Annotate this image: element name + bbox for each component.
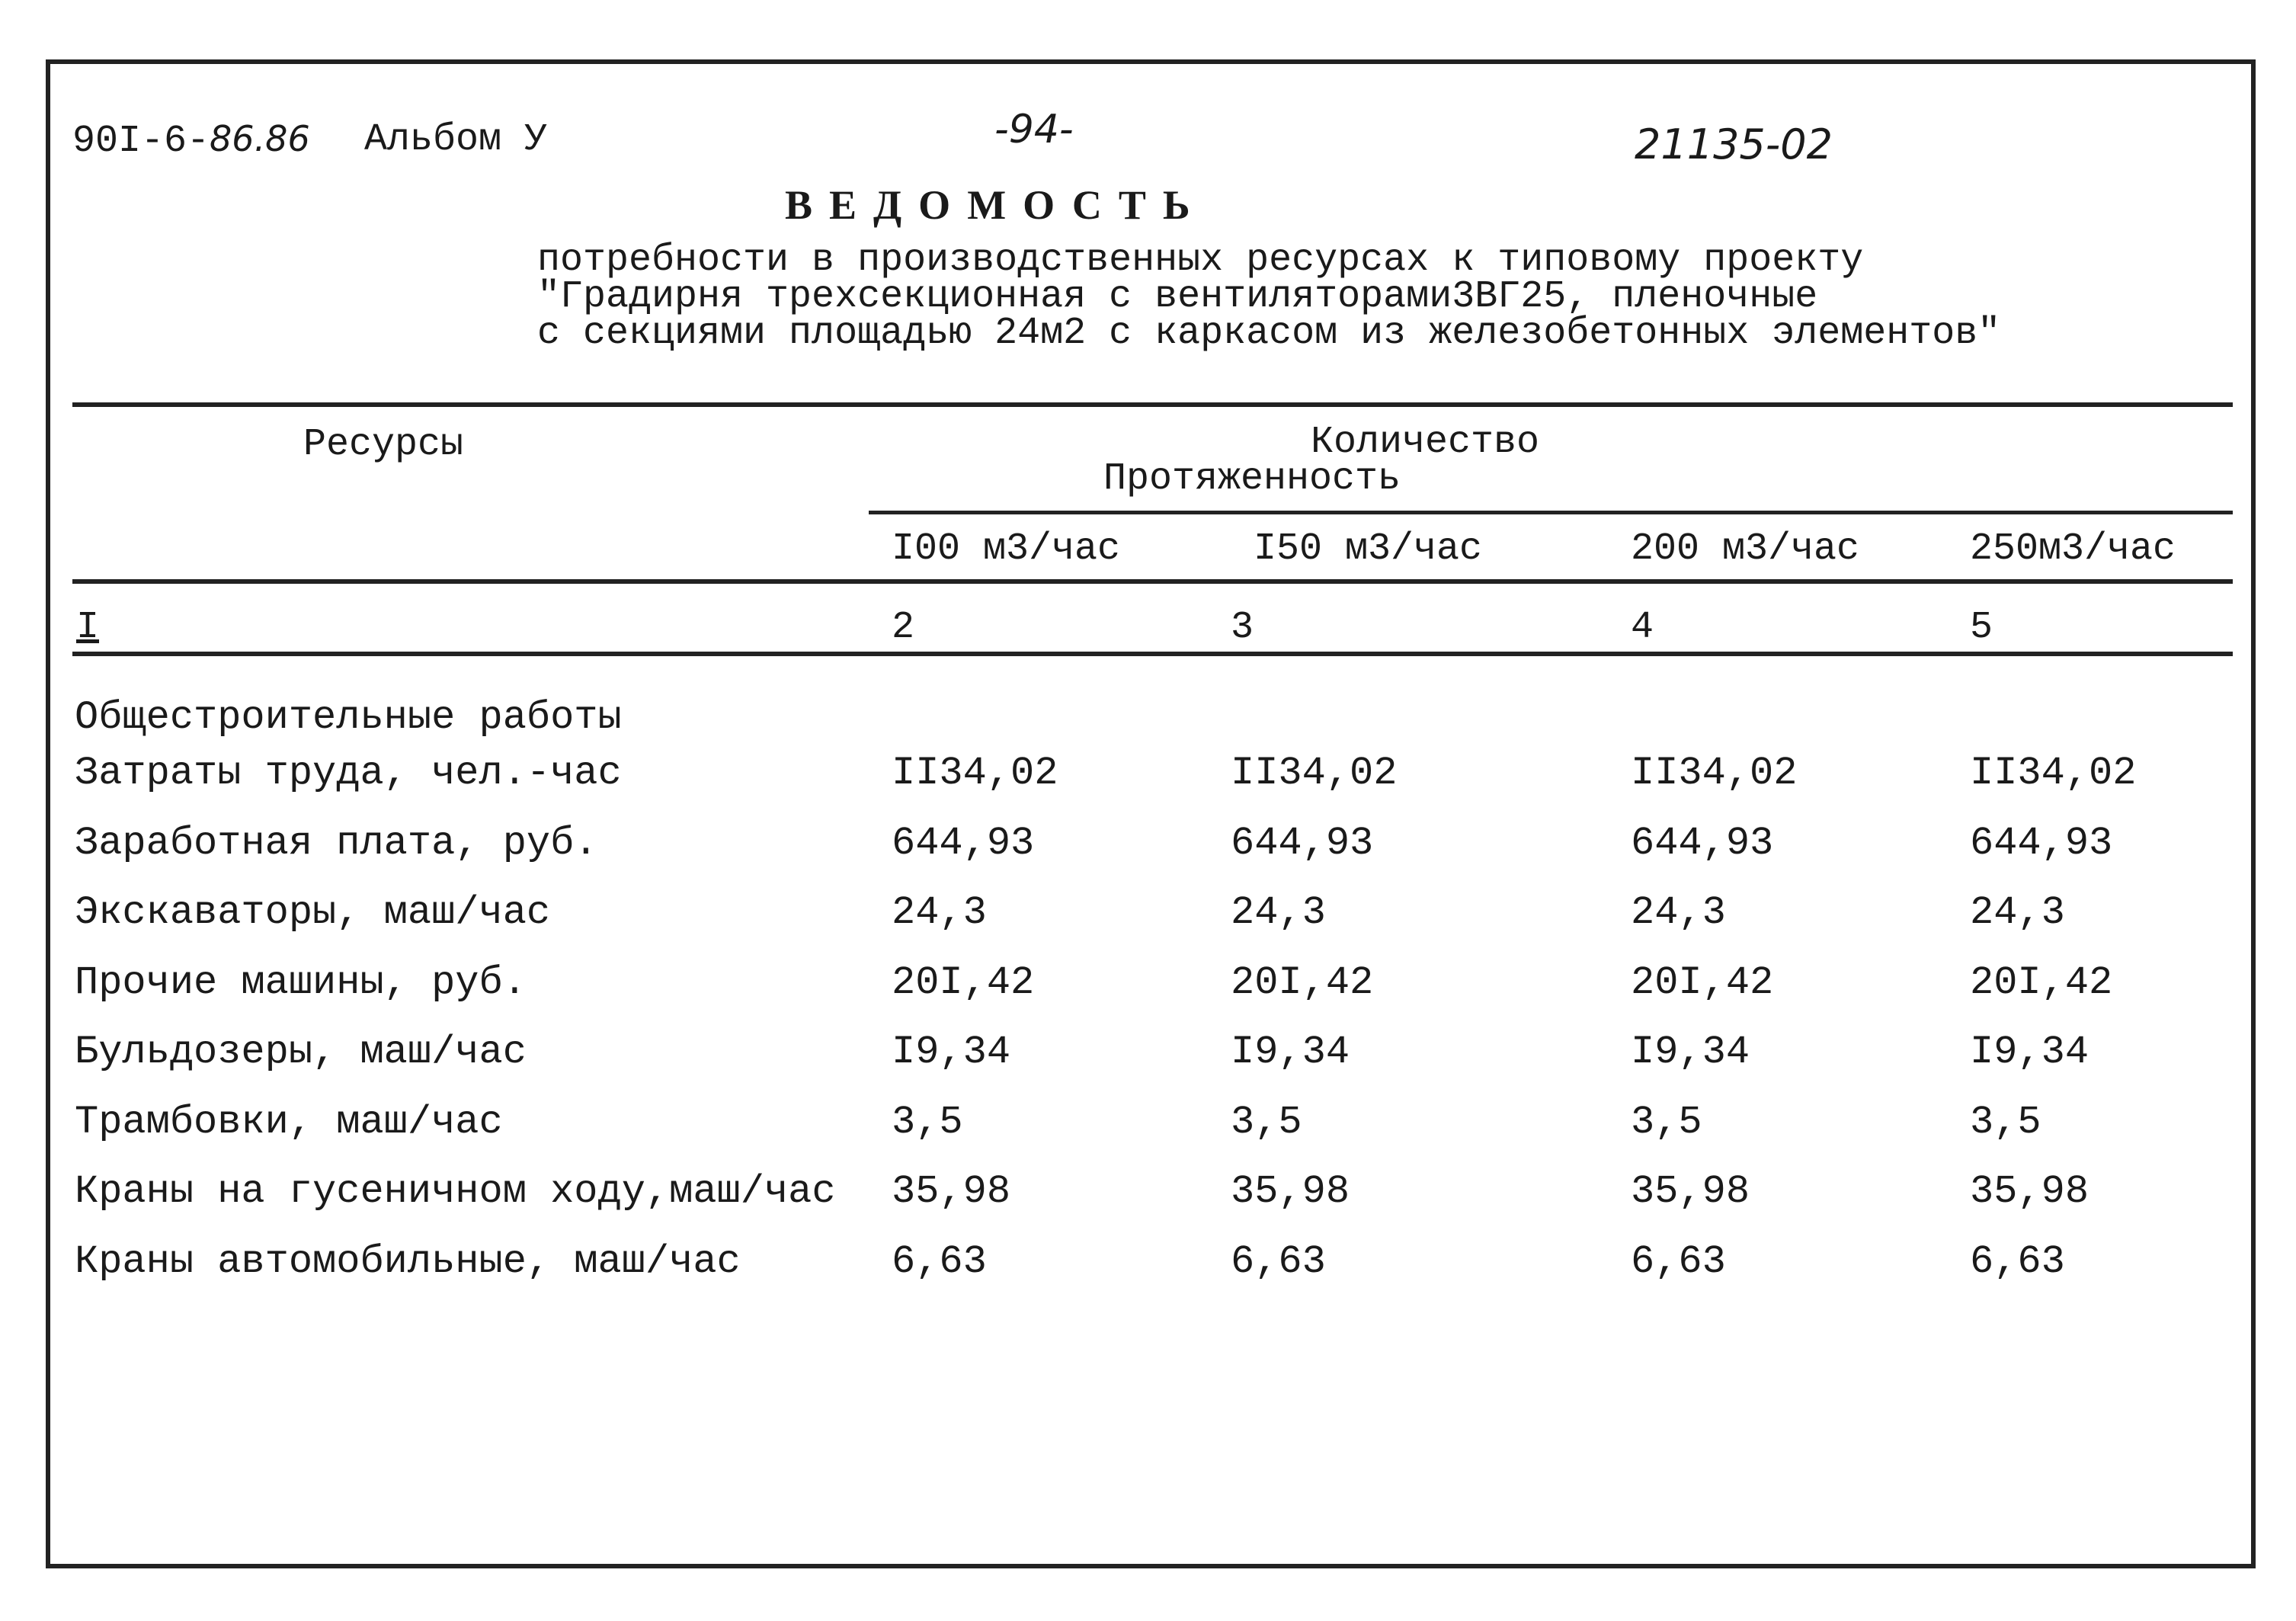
group-header-rule (869, 511, 2233, 514)
row-value-col-4: I9,34 (1631, 1030, 1750, 1075)
row-resource-name: Бульдозеры, маш/час (75, 1030, 527, 1075)
row-value-col-2: 644,93 (892, 821, 1035, 866)
row-value-col-2: 6,63 (892, 1239, 987, 1284)
column-header-150: I50 м3/час (1254, 527, 1483, 571)
column-number-2: 2 (892, 606, 915, 649)
resources-header: Ресурсы (303, 423, 464, 466)
row-value-col-4: 24,3 (1631, 890, 1726, 935)
row-value-col-3: 35,98 (1231, 1169, 1350, 1214)
row-value-col-3: 644,93 (1231, 821, 1374, 866)
row-value-col-2: 35,98 (892, 1169, 1011, 1214)
section-title: Общестроительные работы (75, 695, 622, 740)
row-value-col-4: 3,5 (1631, 1100, 1702, 1145)
row-value-col-3: II34,02 (1231, 751, 1398, 796)
row-resource-name: Заработная плата, руб. (75, 821, 598, 866)
row-resource-name: Краны автомобильные, маш/час (75, 1239, 741, 1284)
column-header-100: I00 м3/час (892, 527, 1121, 571)
column-header-200: 200 м3/час (1631, 527, 1860, 571)
row-value-col-5: 24,3 (1970, 890, 2065, 935)
row-resource-name: Экскаваторы, маш/час (75, 890, 551, 935)
row-value-col-4: 644,93 (1631, 821, 1774, 866)
row-resource-name: Прочие машины, руб. (75, 960, 527, 1005)
row-value-col-3: 24,3 (1231, 890, 1326, 935)
row-value-col-2: 24,3 (892, 890, 987, 935)
table-top-rule (72, 402, 2233, 407)
column-number-3: 3 (1231, 606, 1254, 649)
row-value-col-5: I9,34 (1970, 1030, 2089, 1075)
row-value-col-2: 3,5 (892, 1100, 963, 1145)
document-number: 21135-02 (1635, 120, 1833, 168)
row-resource-name: Краны на гусеничном ходу,маш/час (75, 1169, 836, 1214)
document-code-handwritten: 86.86 (210, 118, 310, 159)
row-value-col-3: 6,63 (1231, 1239, 1326, 1284)
row-value-col-5: 644,93 (1970, 821, 2113, 866)
column-number-5: 5 (1970, 606, 1993, 649)
row-value-col-4: 6,63 (1631, 1239, 1726, 1284)
column-header-250: 250м3/час (1970, 527, 2176, 571)
quantity-header: Количество (1311, 421, 1540, 464)
row-value-col-4: 20I,42 (1631, 960, 1774, 1005)
row-resource-name: Затраты труда, чел.-час (75, 751, 622, 796)
row-value-col-4: II34,02 (1631, 751, 1798, 796)
document-code-printed: 90I-6- (72, 120, 210, 163)
row-value-col-4: 35,98 (1631, 1169, 1750, 1214)
column-number-1: I (76, 606, 100, 649)
row-value-col-2: II34,02 (892, 751, 1058, 796)
row-value-col-5: 3,5 (1970, 1100, 2041, 1145)
length-header: Протяженность (1103, 457, 1401, 501)
subtitle-line-3: с секциями площадью 24м2 с каркасом из железобетонных элементов" (537, 312, 2001, 355)
column-number-4: 4 (1631, 606, 1654, 649)
row-value-col-5: 20I,42 (1970, 960, 2113, 1005)
document-code (72, 118, 310, 163)
row-value-col-2: I9,34 (892, 1030, 1011, 1075)
row-value-col-5: 35,98 (1970, 1169, 2089, 1214)
header-bottom-rule (72, 579, 2233, 584)
album-label: Альбом У (364, 118, 548, 162)
column-numbers-rule (72, 652, 2233, 656)
row-value-col-3: I9,34 (1231, 1030, 1350, 1075)
subtitle-line-1: потребности в производственных ресурсах к типовому проекту (537, 239, 1864, 282)
row-resource-name: Трамбовки, маш/час (75, 1100, 503, 1145)
row-value-col-3: 20I,42 (1231, 960, 1374, 1005)
row-value-col-5: 6,63 (1970, 1239, 2065, 1284)
subtitle-line-2: "Градирня трехсекционная с вентиляторами3ВГ25, пленочные (537, 275, 1818, 319)
document-title: ВЕДОМОСТЬ (785, 182, 1207, 228)
row-value-col-2: 20I,42 (892, 960, 1035, 1005)
row-value-col-5: II34,02 (1970, 751, 2137, 796)
row-value-col-3: 3,5 (1231, 1100, 1302, 1145)
page-number: -94- (994, 107, 1074, 152)
